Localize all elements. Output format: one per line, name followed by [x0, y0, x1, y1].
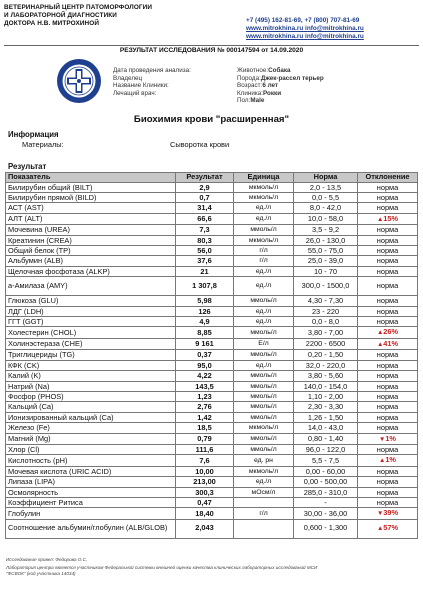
table-row — [6, 508, 418, 519]
result-cell: 2,043 — [176, 519, 234, 538]
norm-cell: 2200 - 6500 — [294, 338, 358, 349]
meta-label: Название Клиники: — [113, 82, 169, 90]
unit-cell: ммоль/л — [234, 225, 294, 235]
unit-cell: мкмоль/л — [234, 193, 294, 203]
deviation-value: норма — [376, 256, 399, 266]
table-row — [6, 444, 418, 454]
meta-row — [237, 97, 324, 105]
table-row — [6, 193, 418, 203]
result-title: РЕЗУЛЬТАТ ИССЛЕДОВАНИЯ № 000147594 от 14.09.2020 — [119, 47, 304, 54]
footer-note-code: "ФСВОК" (код участника 14034) — [6, 571, 76, 576]
parameter-cell: Натрий (Na) — [6, 381, 176, 391]
unit-cell: ед./л — [234, 477, 294, 487]
parameter-cell: Кальций (Ca) — [6, 402, 176, 412]
unit-cell: мкмоль/л — [234, 423, 294, 433]
deviation-cell — [358, 455, 418, 466]
result-cell: 18,5 — [176, 423, 234, 433]
result-cell: 0,79 — [176, 433, 234, 444]
deviation-cell — [358, 277, 418, 296]
norm-cell: 26,0 - 130,0 — [294, 235, 358, 245]
parameter-cell: а-Амилаза (AMY) — [6, 277, 176, 296]
table-row — [6, 455, 418, 466]
norm-cell: 32,0 - 220,0 — [294, 360, 358, 370]
deviation-value: норма — [376, 444, 399, 454]
deviation-value: норма — [376, 497, 399, 507]
deviation-value: норма — [376, 477, 399, 487]
table-row — [6, 497, 418, 507]
result-cell: 213,00 — [176, 477, 234, 487]
arrow-up-icon: ▲ — [378, 457, 386, 465]
deviation-value: норма — [376, 280, 399, 290]
parameter-cell: Мочевина (UREA) — [6, 225, 176, 235]
meta-label: Владелец — [113, 74, 143, 82]
parameter-cell: Креатинин (CREA) — [6, 235, 176, 245]
meta-label: Лечащий врач: — [113, 89, 157, 97]
norm-cell: 10 - 70 — [294, 266, 358, 276]
norm-cell: 25,0 - 39,0 — [294, 256, 358, 266]
norm-cell: 0,00 - 60,00 — [294, 466, 358, 476]
norm-cell: 2,0 - 13,5 — [294, 182, 358, 192]
parameter-cell: Глюкоза (GLU) — [6, 296, 176, 306]
deviation-cell — [358, 327, 418, 338]
unit-cell: ммоль/л — [234, 350, 294, 360]
deviation-cell — [358, 423, 418, 433]
result-cell: 0,47 — [176, 497, 234, 507]
deviation-cell — [358, 317, 418, 327]
result-cell: 1,42 — [176, 412, 234, 422]
clinic-site-email[interactable]: www.mitrokhina.ru info@mitrokhina.ru — [246, 25, 364, 32]
unit-cell: ммоль/л — [234, 371, 294, 381]
table-row — [6, 350, 418, 360]
meta-label: Дата проведения анализа: — [113, 67, 191, 74]
deviation-cell — [358, 433, 418, 444]
deviation-value: 26% — [383, 327, 399, 337]
norm-cell: 23 - 220 — [294, 306, 358, 316]
norm-cell: 285,0 - 310,0 — [294, 487, 358, 497]
table-row — [6, 182, 418, 192]
norm-cell: 30,00 - 36,00 — [294, 508, 358, 519]
column-header: Показатель — [6, 173, 176, 183]
material-label: Материалы: — [22, 140, 64, 149]
result-cell: 2,76 — [176, 402, 234, 412]
deviation-cell — [358, 296, 418, 306]
table-row — [6, 402, 418, 412]
arrow-up-icon: ▲ — [376, 329, 384, 337]
deviation-cell — [358, 266, 418, 276]
parameter-cell: Щелочная фосфотаза (ALKP) — [6, 266, 176, 276]
norm-cell: 55,0 - 75,0 — [294, 246, 358, 256]
norm-cell: 4,30 - 7,30 — [294, 296, 358, 306]
unit-cell: ммоль/л — [234, 381, 294, 391]
column-header: Отклонение — [358, 173, 418, 183]
norm-cell: 1,10 - 2,00 — [294, 391, 358, 401]
analysis-title: Биохимия крови "расширенная" — [133, 114, 290, 125]
unit-cell: ед./л — [234, 266, 294, 276]
unit-cell: ммоль/л — [234, 412, 294, 422]
material-value: Сыворотка крови — [170, 140, 230, 149]
deviation-value: норма — [376, 412, 399, 422]
deviation-cell — [358, 256, 418, 266]
parameter-cell: Липаза (LIPA) — [6, 477, 176, 487]
deviation-cell — [358, 193, 418, 203]
table-row — [6, 225, 418, 235]
deviation-cell — [358, 402, 418, 412]
meta-value: Male — [250, 97, 265, 105]
deviation-cell — [358, 412, 418, 422]
unit-cell: ед./л — [234, 317, 294, 327]
parameter-cell: Триглицериды (TG) — [6, 350, 176, 360]
arrow-down-icon: ▼ — [376, 510, 384, 518]
norm-cell: 8,0 - 42,0 — [294, 203, 358, 213]
result-cell: 80,3 — [176, 235, 234, 245]
table-row — [6, 256, 418, 266]
unit-cell: мкмоль/л — [234, 466, 294, 476]
header-divider — [4, 45, 419, 46]
clinic-name-line: И ЛАБОРАТОРНОЙ ДИАГНОСТИКИ — [4, 12, 117, 19]
meta-row — [237, 75, 324, 83]
deviation-value: норма — [376, 225, 399, 235]
unit-cell: ед./л — [234, 306, 294, 316]
norm-cell: 96,0 - 122,0 — [294, 444, 358, 454]
deviation-cell — [358, 182, 418, 192]
clinic-logo-icon — [56, 58, 102, 104]
table-row — [6, 360, 418, 370]
parameter-cell: Коэффициент Ритиса — [6, 497, 176, 507]
deviation-cell — [358, 203, 418, 213]
parameter-cell: Холестерин (CHOL) — [6, 327, 176, 338]
result-cell: 143,5 — [176, 381, 234, 391]
parameter-cell: ГГТ (GGT) — [6, 317, 176, 327]
table-row — [6, 519, 418, 538]
clinic-name-line: ДОКТОРА Н.В. МИТРОХИНОЙ — [4, 20, 100, 27]
unit-cell: мкмоль/л — [234, 235, 294, 245]
parameter-cell: АСТ (AST) — [6, 203, 176, 213]
table-row — [6, 213, 418, 224]
deviation-value: норма — [376, 487, 399, 497]
unit-cell — [234, 519, 294, 538]
table-row — [6, 466, 418, 476]
norm-cell: 0,00 - 500,00 — [294, 477, 358, 487]
parameter-cell: Билирубин общий (BILT) — [6, 182, 176, 192]
unit-cell: ммоль/л — [234, 444, 294, 454]
result-cell: 5,98 — [176, 296, 234, 306]
deviation-cell — [358, 519, 418, 538]
result-cell: 1,23 — [176, 391, 234, 401]
table-row — [6, 433, 418, 444]
norm-cell: 0,0 - 8,0 — [294, 317, 358, 327]
table-row — [6, 306, 418, 316]
result-cell: 7,3 — [176, 225, 234, 235]
meta-value: 6 лет — [262, 82, 278, 90]
table-row — [6, 338, 418, 349]
unit-cell: ед. рн — [234, 455, 294, 466]
arrow-up-icon: ▲ — [376, 215, 384, 223]
result-cell: 126 — [176, 306, 234, 316]
arrow-up-icon: ▲ — [376, 340, 384, 348]
result-cell: 111,6 — [176, 444, 234, 454]
result-cell: 21 — [176, 266, 234, 276]
parameter-cell: Холинэстераза (CHE) — [6, 338, 176, 349]
deviation-cell — [358, 508, 418, 519]
arrow-down-icon: ▼ — [378, 435, 386, 443]
deviation-cell — [358, 477, 418, 487]
table-row — [6, 203, 418, 213]
norm-cell: 300,0 - 1500,0 — [294, 277, 358, 296]
parameter-cell: ЛДГ (LDH) — [6, 306, 176, 316]
deviation-cell — [358, 350, 418, 360]
deviation-value: норма — [376, 381, 399, 391]
parameter-cell: Осмолярность — [6, 487, 176, 497]
parameter-cell: Железо (Fe) — [6, 423, 176, 433]
parameter-cell: Кислотность (pH) — [6, 455, 176, 466]
result-cell: 10,00 — [176, 466, 234, 476]
result-cell: 66,6 — [176, 213, 234, 224]
table-row — [6, 235, 418, 245]
parameter-cell: Альбумин (ALB) — [6, 256, 176, 266]
deviation-value: норма — [376, 193, 399, 202]
deviation-value: норма — [376, 423, 399, 433]
deviation-value: норма — [376, 371, 399, 381]
meta-labels-left — [113, 67, 191, 97]
parameter-cell: Ионизированный кальций (Ca) — [6, 412, 176, 422]
footer-performer: Исследование провел: Федорова О.С. — [6, 557, 88, 562]
meta-label: Пол: — [237, 97, 251, 105]
meta-value: Собака — [268, 67, 291, 74]
result-cell: 0,7 — [176, 193, 234, 203]
deviation-cell — [358, 213, 418, 224]
table-header-row — [6, 173, 418, 183]
norm-cell: 0,0 - 5,5 — [294, 193, 358, 203]
unit-cell: г/л — [234, 508, 294, 519]
deviation-cell — [358, 391, 418, 401]
deviation-cell — [358, 235, 418, 245]
deviation-value: 41% — [383, 338, 399, 348]
result-cell: 31,4 — [176, 203, 234, 213]
norm-cell: 1,26 - 1,50 — [294, 412, 358, 422]
parameter-cell: Калий (K) — [6, 371, 176, 381]
unit-cell: ммоль/л — [234, 391, 294, 401]
clinic-name-line: ВЕТЕРИНАРНЫЙ ЦЕНТР ПАТОМОРФОЛОГИИ — [4, 4, 153, 11]
norm-cell: - — [294, 497, 358, 507]
deviation-value: норма — [376, 203, 399, 213]
norm-cell: 0,20 - 1,50 — [294, 350, 358, 360]
unit-cell: ед./л — [234, 360, 294, 370]
norm-cell: 10,0 - 58,0 — [294, 213, 358, 224]
norm-cell: 14,0 - 43,0 — [294, 423, 358, 433]
unit-cell: Е/л — [234, 338, 294, 349]
deviation-cell — [358, 466, 418, 476]
info-heading: Информация — [8, 130, 59, 139]
norm-cell: 3,80 - 5,60 — [294, 371, 358, 381]
unit-cell: г/л — [234, 246, 294, 256]
result-cell: 2,9 — [176, 182, 234, 192]
unit-cell — [234, 497, 294, 507]
table-row — [6, 327, 418, 338]
result-cell: 8,85 — [176, 327, 234, 338]
deviation-value: норма — [376, 235, 399, 245]
deviation-cell — [358, 487, 418, 497]
result-cell: 9 161 — [176, 338, 234, 349]
column-header: Единица — [234, 173, 294, 183]
results-heading: Результат — [8, 162, 47, 171]
meta-label: Клиника: — [237, 89, 263, 97]
deviation-value: норма — [376, 317, 399, 327]
result-cell: 7,6 — [176, 455, 234, 466]
table-row — [6, 296, 418, 306]
meta-row — [237, 82, 324, 90]
deviation-value: норма — [376, 306, 399, 316]
parameter-cell: Билирубин прямой (BILD) — [6, 193, 176, 203]
deviation-cell — [358, 246, 418, 256]
footer-note: Лаборатория центра является участником Федеральной системы внешней оценки качества клинических лабораторных исследований МСИ — [6, 565, 318, 570]
unit-cell: ед./л — [234, 203, 294, 213]
clinic-site-email[interactable]: www.mitrokhina.ru info@mitrokhina.ru — [246, 33, 364, 40]
unit-cell: ммоль/л — [234, 433, 294, 444]
result-cell: 0,37 — [176, 350, 234, 360]
norm-cell: 0,600 - 1,300 — [294, 519, 358, 538]
deviation-cell — [358, 338, 418, 349]
table-row — [6, 246, 418, 256]
results-table — [5, 172, 418, 539]
parameter-cell: Соотношение альбумин/глобулин (ALB/GLOB) — [6, 519, 176, 538]
norm-cell: 0,80 - 1,40 — [294, 433, 358, 444]
deviation-cell — [358, 371, 418, 381]
parameter-cell: Фосфор (PHOS) — [6, 391, 176, 401]
result-cell: 300,3 — [176, 487, 234, 497]
deviation-value: 39% — [383, 508, 399, 518]
column-header: Результат — [176, 173, 234, 183]
deviation-cell — [358, 225, 418, 235]
unit-cell: ммоль/л — [234, 402, 294, 412]
unit-cell: ммоль/л — [234, 327, 294, 338]
meta-value: Джек-рассел терьер — [260, 74, 324, 82]
deviation-value: норма — [376, 182, 399, 192]
meta-row — [237, 90, 324, 98]
deviation-value: норма — [376, 350, 399, 360]
deviation-value: норма — [376, 296, 399, 306]
deviation-cell — [358, 444, 418, 454]
table-row — [6, 317, 418, 327]
deviation-cell — [358, 360, 418, 370]
arrow-up-icon: ▲ — [376, 524, 384, 532]
deviation-value: 57% — [383, 522, 399, 532]
deviation-value: норма — [376, 246, 399, 256]
meta-row — [237, 67, 324, 75]
result-cell: 4,22 — [176, 371, 234, 381]
column-header: Норма — [294, 173, 358, 183]
clinic-phones: +7 (495) 162-81-69, +7 (800) 707-81-69 — [246, 17, 360, 24]
result-cell: 37,6 — [176, 256, 234, 266]
result-cell: 56,0 — [176, 246, 234, 256]
unit-cell: мОсм/л — [234, 487, 294, 497]
clinic-name — [4, 4, 152, 28]
unit-cell: мкмоль/л — [234, 182, 294, 192]
clinic-contacts — [246, 17, 364, 41]
meta-labels-right — [237, 67, 324, 105]
meta-value: Рокки — [263, 89, 282, 97]
deviation-cell — [358, 381, 418, 391]
deviation-value: 15% — [383, 213, 399, 223]
deviation-value: 1% — [385, 455, 396, 465]
parameter-cell: Хлор (Cl) — [6, 444, 176, 454]
deviation-value: норма — [376, 402, 399, 412]
table-row — [6, 266, 418, 276]
norm-cell: 3,5 - 9,2 — [294, 225, 358, 235]
table-row — [6, 277, 418, 296]
parameter-cell: КФК (CK) — [6, 360, 176, 370]
unit-cell: ед./л — [234, 213, 294, 224]
deviation-value: норма — [376, 266, 399, 276]
table-row — [6, 391, 418, 401]
norm-cell: 3,80 - 7,00 — [294, 327, 358, 338]
parameter-cell: Мочевая кислота (URIC ACID) — [6, 466, 176, 476]
result-cell: 18,40 — [176, 508, 234, 519]
deviation-value: норма — [376, 360, 399, 370]
result-cell: 4,9 — [176, 317, 234, 327]
parameter-cell: Глобулин — [6, 508, 176, 519]
unit-cell: ммоль/л — [234, 296, 294, 306]
parameter-cell: Магний (Mg) — [6, 433, 176, 444]
table-row — [6, 381, 418, 391]
table-row — [6, 487, 418, 497]
norm-cell: 2,30 - 3,30 — [294, 402, 358, 412]
table-row — [6, 477, 418, 487]
meta-label: Животное: — [237, 67, 269, 74]
table-row — [6, 412, 418, 422]
unit-cell: ед./л — [234, 277, 294, 296]
norm-cell: 140,0 - 154,0 — [294, 381, 358, 391]
deviation-cell — [358, 306, 418, 316]
parameter-cell: Общий белок (TP) — [6, 246, 176, 256]
result-cell: 95,0 — [176, 360, 234, 370]
deviation-value: норма — [376, 391, 399, 401]
table-row — [6, 423, 418, 433]
deviation-value: 1% — [385, 433, 396, 443]
deviation-cell — [358, 497, 418, 507]
table-row — [6, 371, 418, 381]
unit-cell: г/л — [234, 256, 294, 266]
meta-label: Порода: — [237, 74, 261, 82]
parameter-cell: АЛТ (ALT) — [6, 213, 176, 224]
deviation-value: норма — [376, 466, 399, 476]
norm-cell: 5,5 - 7,5 — [294, 455, 358, 466]
result-cell: 1 307,8 — [176, 277, 234, 296]
meta-label: Возраст: — [237, 82, 263, 90]
